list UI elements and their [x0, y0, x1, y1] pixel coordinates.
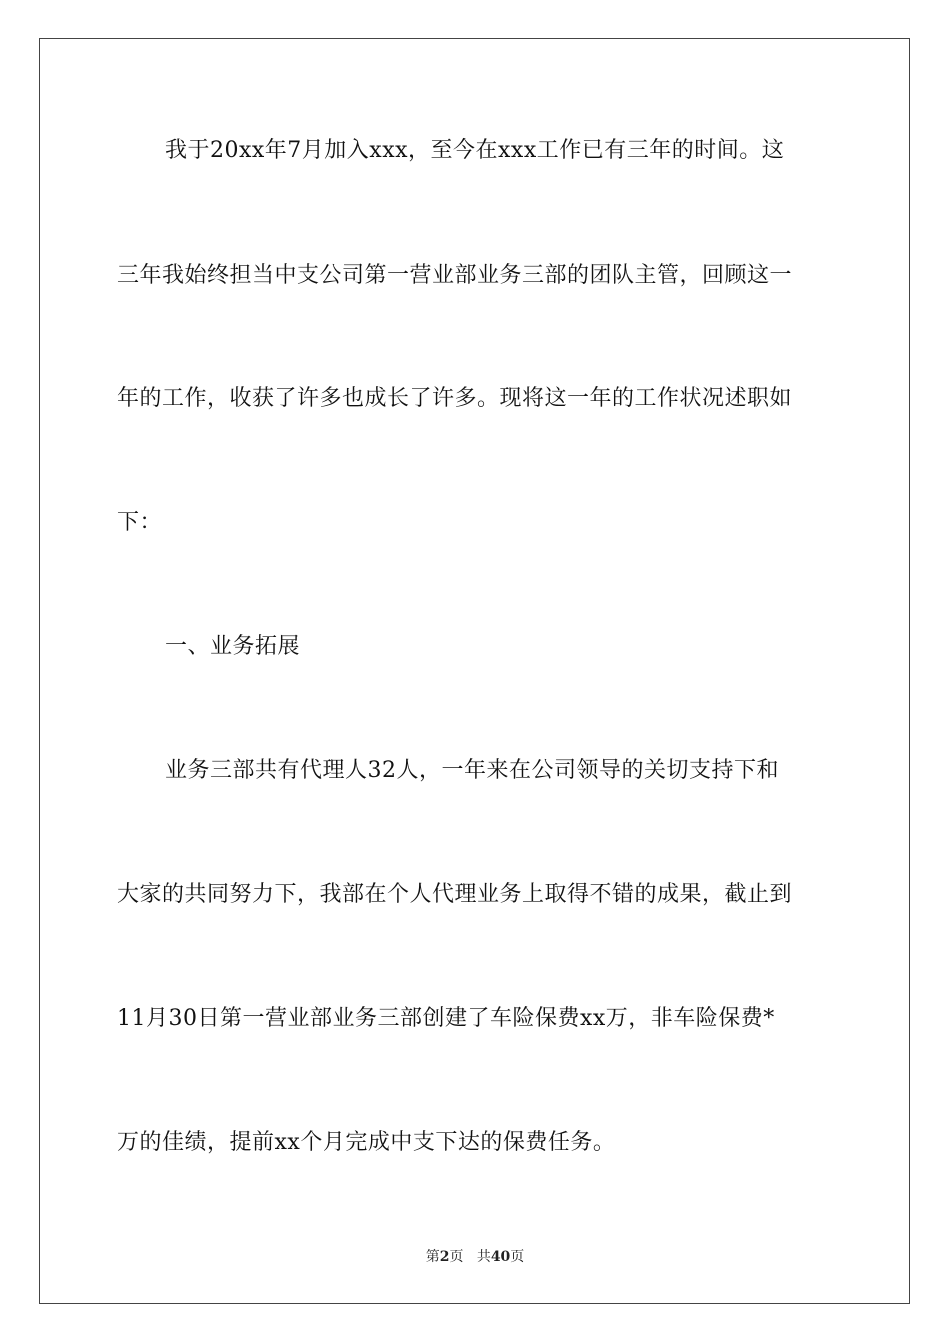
paragraph-line: 三年我始终担当中支公司第一营业部业务三部的团队主管，回顾这一	[117, 263, 793, 288]
page-footer	[0, 1248, 950, 1266]
section-heading: 一、业务拓展	[165, 634, 301, 659]
paragraph-line: 我于20xx年7月加入xxx，至今在xxx工作已有三年的时间。这	[165, 138, 785, 163]
paragraph-line: 11月30日第一营业部业务三部创建了车险保费xx万，非车险保费*	[117, 1006, 775, 1031]
footer-prefix: 第	[425, 1249, 440, 1265]
paragraph-line: 年的工作，收获了许多也成长了许多。现将这一年的工作状况述职如	[117, 386, 793, 411]
page-number: 2	[439, 1249, 450, 1265]
total-pages: 40	[490, 1249, 511, 1265]
footer-total-suffix: 页	[510, 1249, 525, 1265]
footer-page-suffix: 页	[449, 1249, 464, 1265]
paragraph-line: 大家的共同努力下，我部在个人代理业务上取得不错的成果，截止到	[117, 882, 793, 907]
paragraph-line: 万的佳绩，提前xx个月完成中支下达的保费任务。	[117, 1130, 616, 1155]
page-border	[39, 38, 910, 1304]
paragraph-line: 下：	[117, 510, 163, 535]
footer-total-prefix: 共	[476, 1249, 491, 1265]
paragraph-line: 业务三部共有代理人32人，一年来在公司领导的关切支持下和	[165, 758, 779, 783]
